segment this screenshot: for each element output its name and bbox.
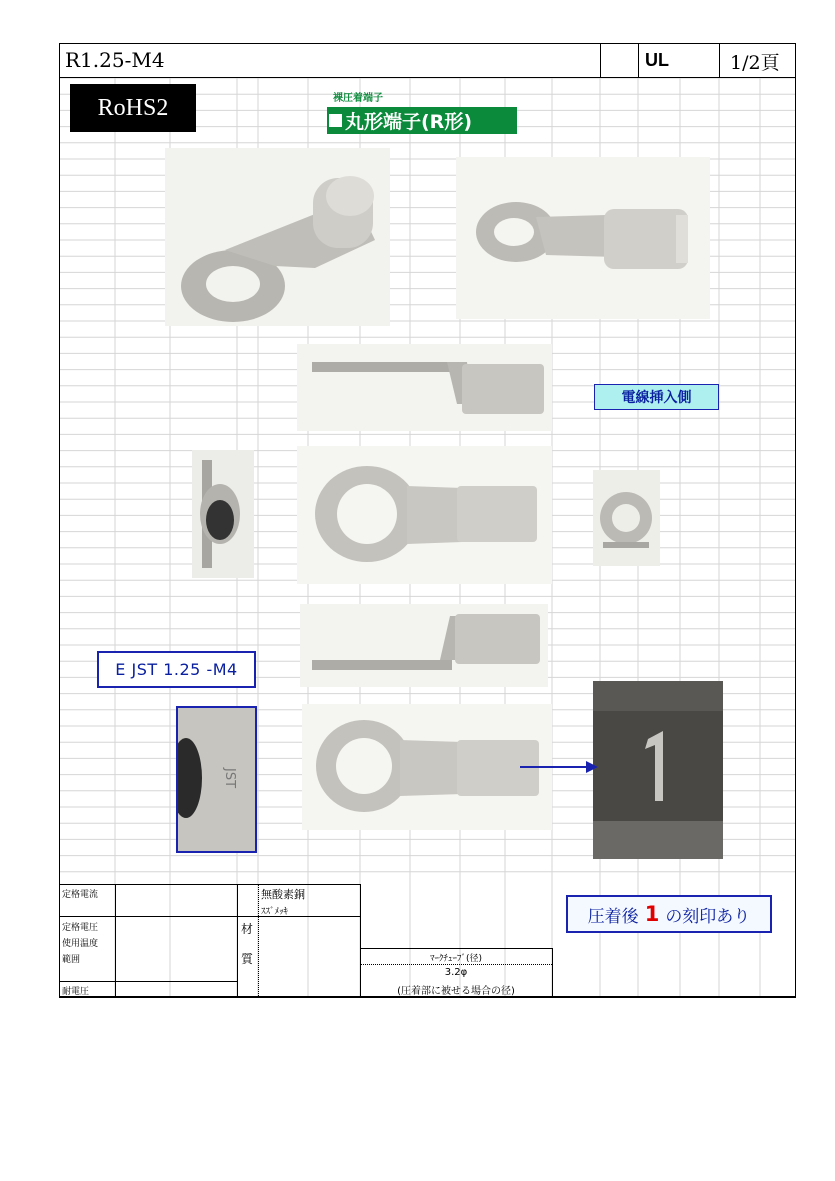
photo-side-view-bottom bbox=[300, 604, 548, 687]
tube-row-top bbox=[360, 948, 552, 949]
material-value-1: 無酸素銅 bbox=[261, 888, 305, 901]
photo-marking-closeup bbox=[176, 706, 257, 853]
stamp-note-after: の刻印あり bbox=[665, 906, 751, 927]
category-title-text: 丸形端子(R形) bbox=[345, 111, 472, 133]
withstand-voltage-label: 耐電圧 bbox=[62, 987, 90, 997]
stamp-note-number: 1 bbox=[644, 902, 660, 926]
photo-stamp-closeup bbox=[593, 681, 723, 859]
photo-end-view-left bbox=[192, 450, 254, 578]
part-number: R1.25-M4 bbox=[65, 48, 165, 72]
category-subtitle: 裸圧着端子 bbox=[333, 93, 383, 104]
rated-current-label: 定格電流 bbox=[62, 890, 99, 900]
material-label-2: 質 bbox=[241, 952, 254, 966]
ul-standard: UL bbox=[645, 50, 669, 70]
header-divider-v2 bbox=[638, 44, 639, 77]
tube-row-mid bbox=[360, 964, 552, 965]
svg-text:JST: JST bbox=[222, 768, 237, 789]
page-number: 1/2頁 bbox=[730, 52, 780, 74]
spec-row-2 bbox=[60, 981, 237, 982]
tube-value: 3.2φ bbox=[444, 967, 468, 978]
temp-range-label-1: 使用温度 bbox=[62, 939, 99, 949]
photo-perspective-right bbox=[456, 157, 710, 319]
category-title bbox=[327, 107, 517, 134]
marking-label: E JST 1.25 -M4 bbox=[97, 651, 256, 688]
spec-col-3 bbox=[258, 884, 259, 996]
spec-col-1 bbox=[115, 884, 116, 996]
temp-range-label-2: 範囲 bbox=[62, 955, 81, 965]
photo-top-view-marked bbox=[302, 704, 552, 830]
photo-perspective-left bbox=[165, 148, 390, 326]
arrow-icon bbox=[520, 759, 600, 775]
spec-border-top bbox=[60, 884, 360, 885]
header-divider bbox=[60, 77, 796, 78]
photo-side-view-top bbox=[297, 344, 552, 431]
rated-voltage-label: 定格電圧 bbox=[62, 923, 99, 933]
spec-col-2 bbox=[237, 884, 238, 996]
wire-insert-side-label: 電線挿入側 bbox=[594, 384, 719, 410]
tube-header: ﾏｰｸﾁｭｰﾌﾞ(径) bbox=[429, 954, 483, 964]
tube-col-right bbox=[552, 948, 553, 996]
material-label-1: 材 bbox=[241, 922, 254, 936]
square-icon bbox=[329, 114, 342, 127]
photo-end-view-right bbox=[593, 470, 660, 566]
tube-note: (圧着部に被せる場合の径) bbox=[397, 986, 515, 997]
photo-top-view bbox=[297, 446, 552, 584]
spec-row-1 bbox=[60, 916, 360, 917]
material-value-2: ｽｽﾞﾒｯｷ bbox=[261, 907, 289, 917]
header-divider-v3 bbox=[719, 44, 720, 77]
datasheet bbox=[59, 43, 796, 998]
spec-col-4 bbox=[360, 884, 361, 996]
rohs-badge: RoHS2 bbox=[70, 84, 196, 132]
stamp-note-before: 圧着後 bbox=[587, 906, 639, 927]
header-divider-v1 bbox=[600, 44, 601, 77]
stamp-note bbox=[566, 895, 772, 933]
